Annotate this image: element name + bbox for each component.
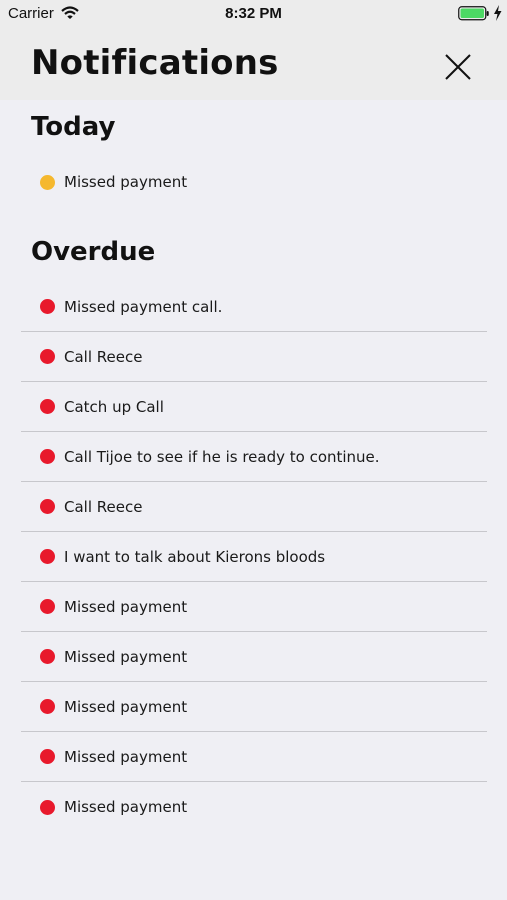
status-dot-icon [40,749,55,764]
notification-label: Missed payment [64,647,188,666]
status-dot-icon [40,449,55,464]
notification-label: Call Tijoe to see if he is ready to continue. [64,447,380,466]
notification-item[interactable] [21,782,487,832]
notification-item[interactable] [21,682,487,732]
section-title-overdue: Overdue [31,237,156,267]
close-icon [441,50,475,84]
notification-label: Missed payment [64,697,188,716]
notification-label: Catch up Call [64,397,164,416]
notification-label: Call Reece [64,347,143,366]
notification-item[interactable] [21,632,487,682]
notification-item[interactable] [21,157,487,207]
notification-item[interactable] [21,532,487,582]
notification-label: Missed payment call. [64,297,223,316]
charging-bolt-icon [493,5,502,26]
notification-item[interactable] [21,732,487,782]
page-title: Notifications [31,43,279,83]
battery-icon [458,6,490,26]
status-dot-icon [40,349,55,364]
status-dot-icon [40,399,55,414]
status-time: 8:32 PM [225,5,282,22]
carrier-label: Carrier [8,5,54,22]
status-dot-icon [40,649,55,664]
status-dot-icon [40,499,55,514]
status-dot-icon [40,549,55,564]
status-dot-icon [40,599,55,614]
header [0,28,507,100]
notification-item[interactable] [21,282,487,332]
status-bar [0,0,507,28]
notification-item[interactable] [21,482,487,532]
notification-label: I want to talk about Kierons bloods [64,547,326,566]
notification-label: Missed payment [64,747,188,766]
notification-item[interactable] [21,382,487,432]
status-dot-icon [40,299,55,314]
status-dot-icon [40,699,55,714]
notification-item[interactable] [21,432,487,482]
section-title-today: Today [31,112,116,142]
notification-label: Missed payment [64,597,188,616]
status-dot-icon [40,175,55,190]
status-dot-icon [40,800,55,815]
notification-label: Missed payment [64,173,188,191]
notification-label: Call Reece [64,497,143,516]
close-button[interactable] [441,50,475,84]
notification-item[interactable] [21,582,487,632]
notification-label: Missed payment [64,798,188,816]
notification-item[interactable] [21,332,487,382]
